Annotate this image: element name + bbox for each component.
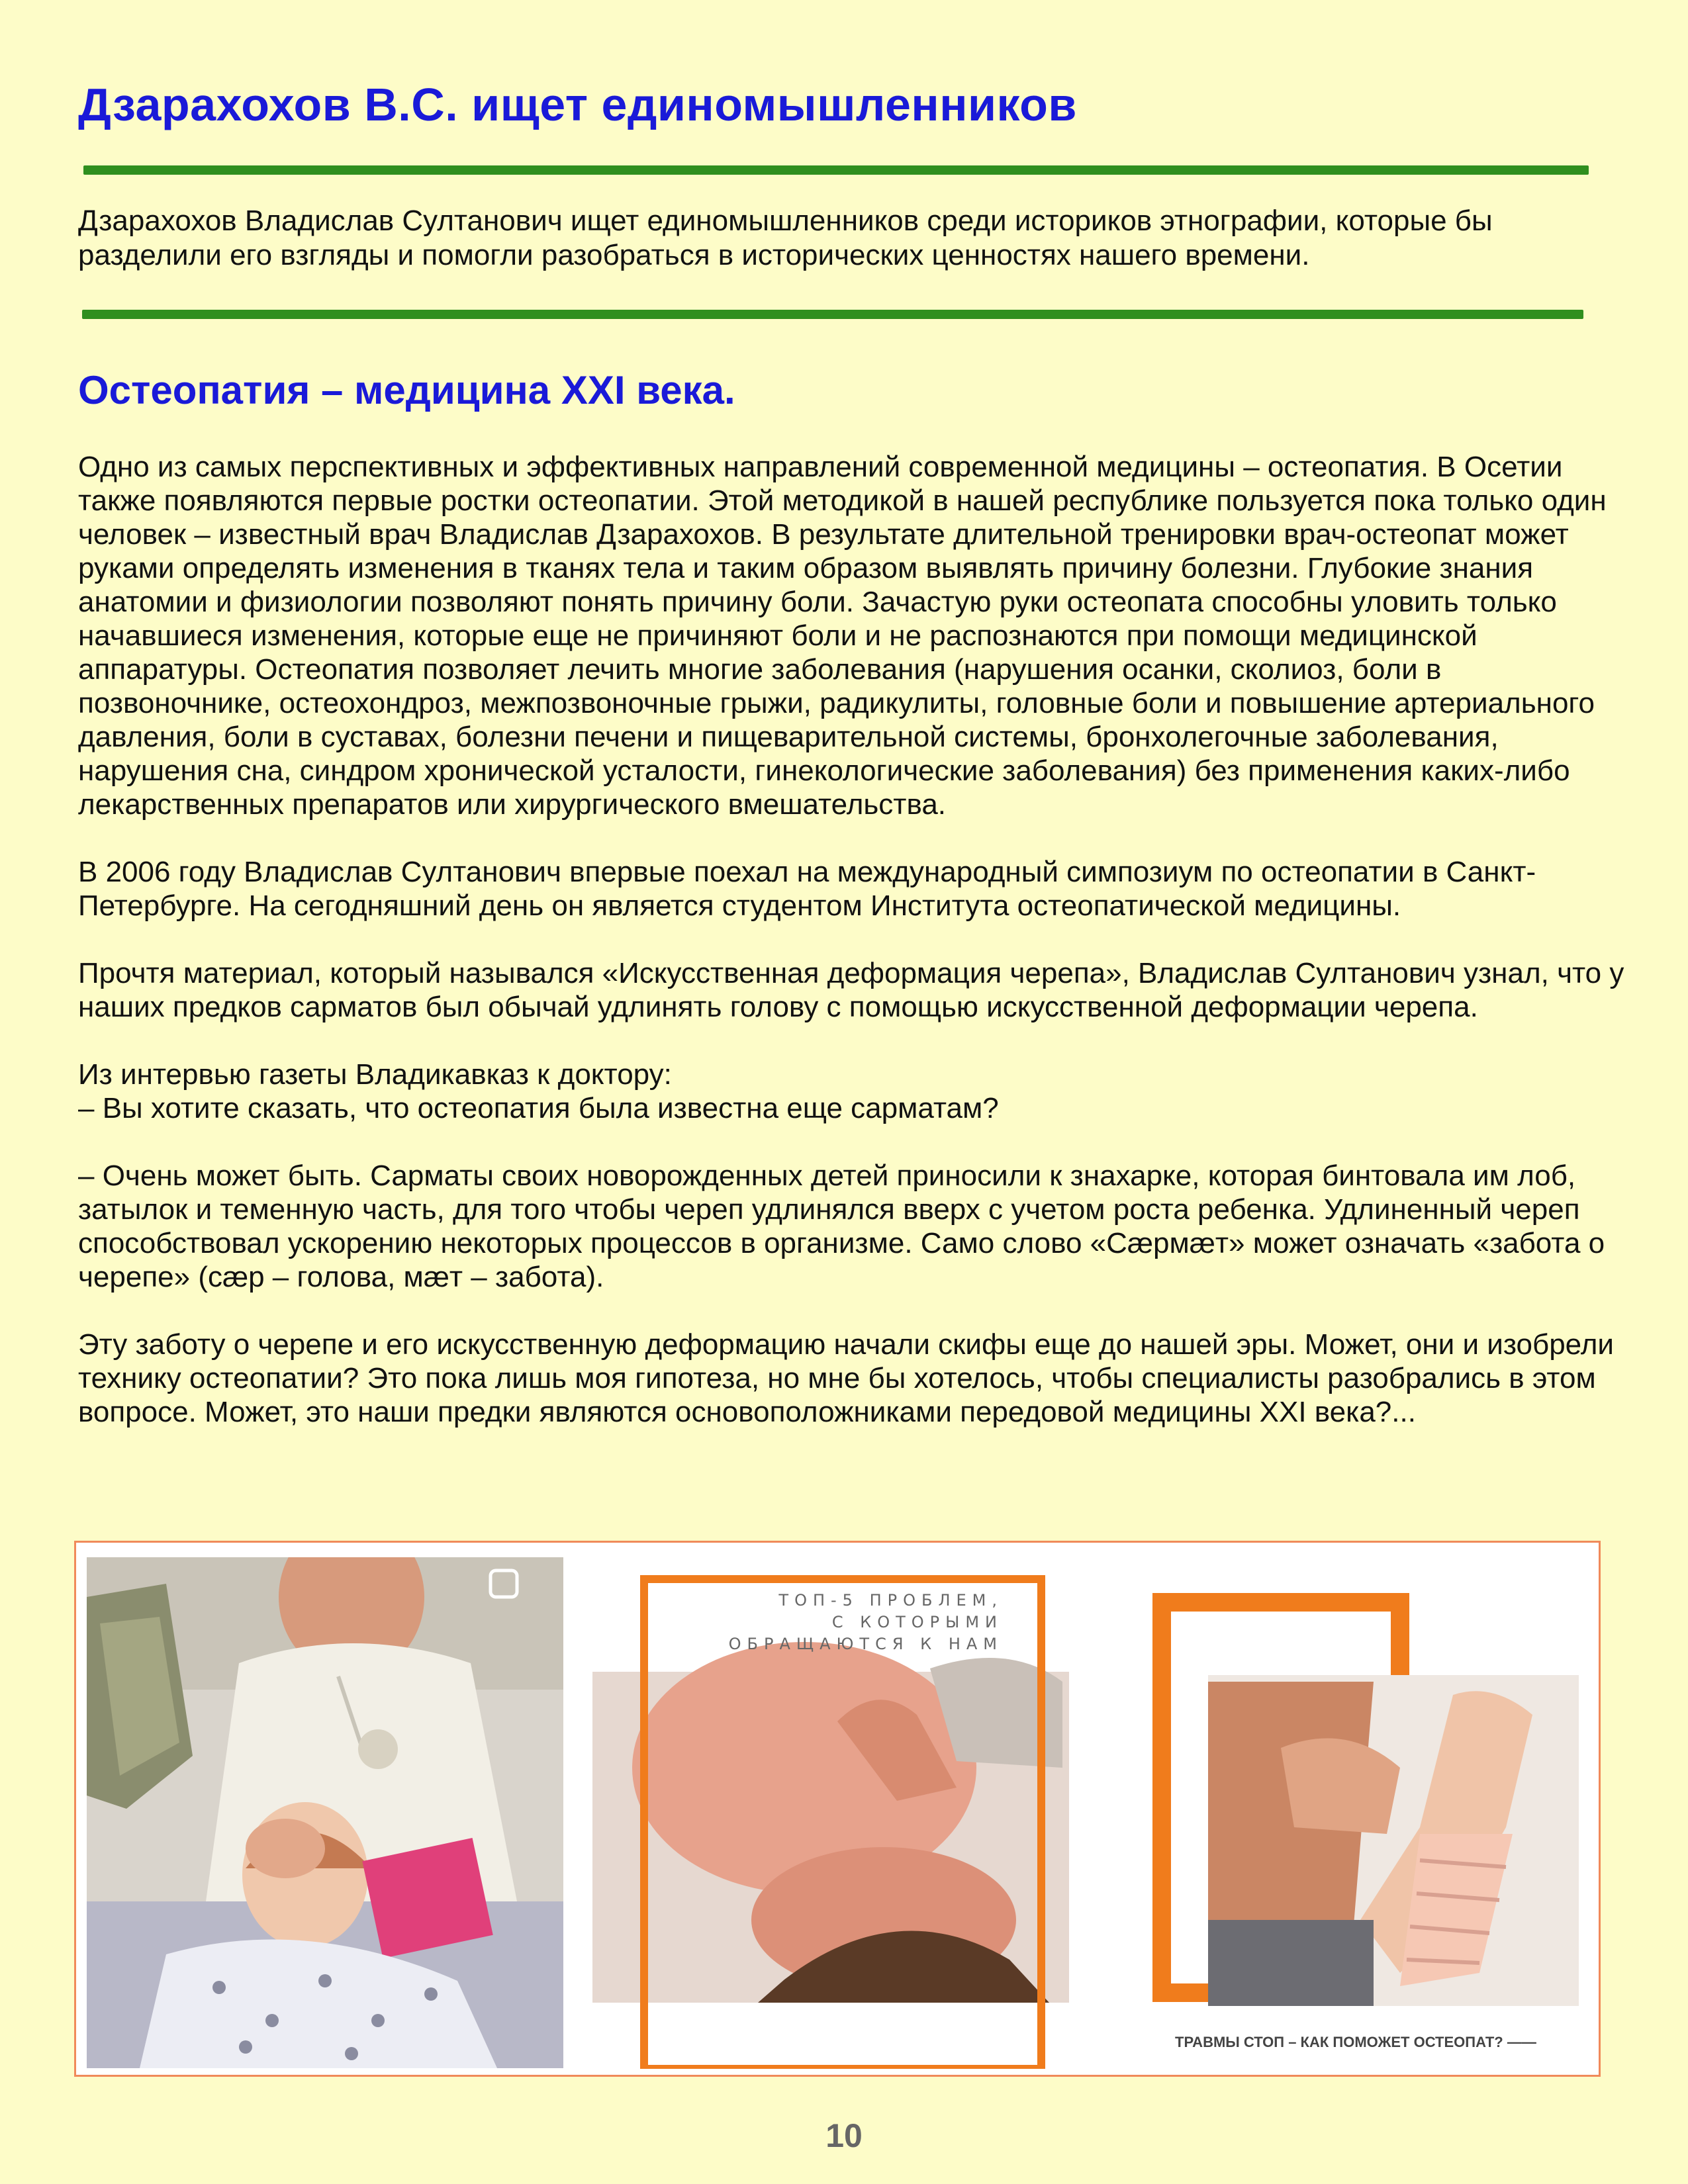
photo-strip <box>74 1541 1601 2077</box>
interview-question: – Вы хотите сказать, что остеопатия была известна еще сарматам? <box>78 1092 999 1124</box>
photo2-caption-line-3: ОБРАЩАЮТСЯ К НАМ <box>728 1635 1003 1653</box>
photo3-caption: ТРАВМЫ СТОП – КАК ПОМОЖЕТ ОСТЕОПАТ? —— <box>1175 2034 1536 2050</box>
page-title: Дзарахохов В.С. ищет единомышленников <box>78 79 1077 130</box>
interview-intro: Из интервью газеты Владикавказ к доктору: <box>78 1058 672 1091</box>
article-body <box>78 450 1627 1463</box>
article-paragraph-1: Одно из самых перспективных и эффективных направлений современной медицины – остеопатия. В Осетии также появляются первые ростки остеопатии. Этой методикой в нашей республике пользуется пока только один человек – известный врач Владислав Дзарахохов. В результате длительной тренировки врач-остеопат может руками определять изменения в тканях тела и таким образом выявлять причину болезни. Глубокие знания анатомии и физиологии позволяют понять причину боли. Зачастую руки остеопата способны уловить только начавшиеся изменения, которые еще не причиняют боли и не распознаются при помощи медицинской аппаратуры. Остеопатия позволяет лечить многие заболевания (нарушения осанки, сколиоз, боли в позвоночнике, остеохондроз, межпозвоночные грыжи, радикулиты, головные боли и повышение артериального давления, боли в суставах, болезни печени и пищеварительной системы, бронхолегочные заболевания, нарушения сна, синдром хронической усталости, гинекологические заболевания) без применения каких-либо лекарственных препаратов или хирургического вмешательства. <box>78 451 1607 821</box>
divider-bottom <box>82 310 1583 319</box>
article-title: Остеопатия – медицина XXI века. <box>78 368 735 412</box>
intro-paragraph: Дзарахохов Владислав Султанович ищет единомышленников среди историков этнографии, которые бы разделили его взгляды и помогли разобраться в исторических ценностях нашего времени. <box>78 205 1493 271</box>
interview-answer: – Очень может быть. Сарматы своих новорожденных детей приносили к знахарке, которая бинтовала им лоб, затылок и теменную часть, для того чтобы череп удлинялся вверх с учетом роста ребенка. Удлиненный череп способствовал ускорению некоторых процессов в организме. Само слово «Сæрмæт» может означать «забота о черепе» (сæр – голова, мæт – забота). <box>78 1160 1605 1293</box>
photo-foot-therapy-illustration <box>1109 1549 1599 2069</box>
article-paragraph-final: Эту заботу о черепе и его искусственную деформацию начали скифы еще до нашей эры. Может, они и изобрели технику остеопатии? Это пока лишь моя гипотеза, но мне бы хотелось, чтобы специалисты разобрались в этом вопросе. Может, это наши предки являются основоположниками передовой медицины XXI века?... <box>78 1328 1614 1428</box>
article-paragraph-2: В 2006 году Владислав Султанович впервые поехал на международный симпозиум по остеопатии в Санкт-Петербурге. На сегодняшний день он является студентом Института остеопатической медицины. <box>78 856 1536 922</box>
article-paragraph-3: Прочтя материал, который назывался «Искусственная деформация черепа», Владислав Султанович узнал, что у наших предков сарматов был обычай удлинять голову с помощью искусственной деформации черепа. <box>78 957 1624 1023</box>
photo-doctor-child-illustration <box>87 1557 563 2068</box>
page-number: 10 <box>825 2117 863 2154</box>
divider-top <box>83 165 1589 175</box>
photo-doctor-child <box>87 1557 563 2068</box>
photo2-caption-line-2: С КОТОРЫМИ <box>831 1613 1003 1631</box>
photo-neck-massage <box>586 1549 1089 2069</box>
photo-neck-massage-illustration <box>586 1549 1089 2069</box>
photo-foot-therapy <box>1109 1549 1599 2069</box>
photo2-caption-line-1: ТОП-5 ПРОБЛЕМ, <box>778 1591 1003 1610</box>
